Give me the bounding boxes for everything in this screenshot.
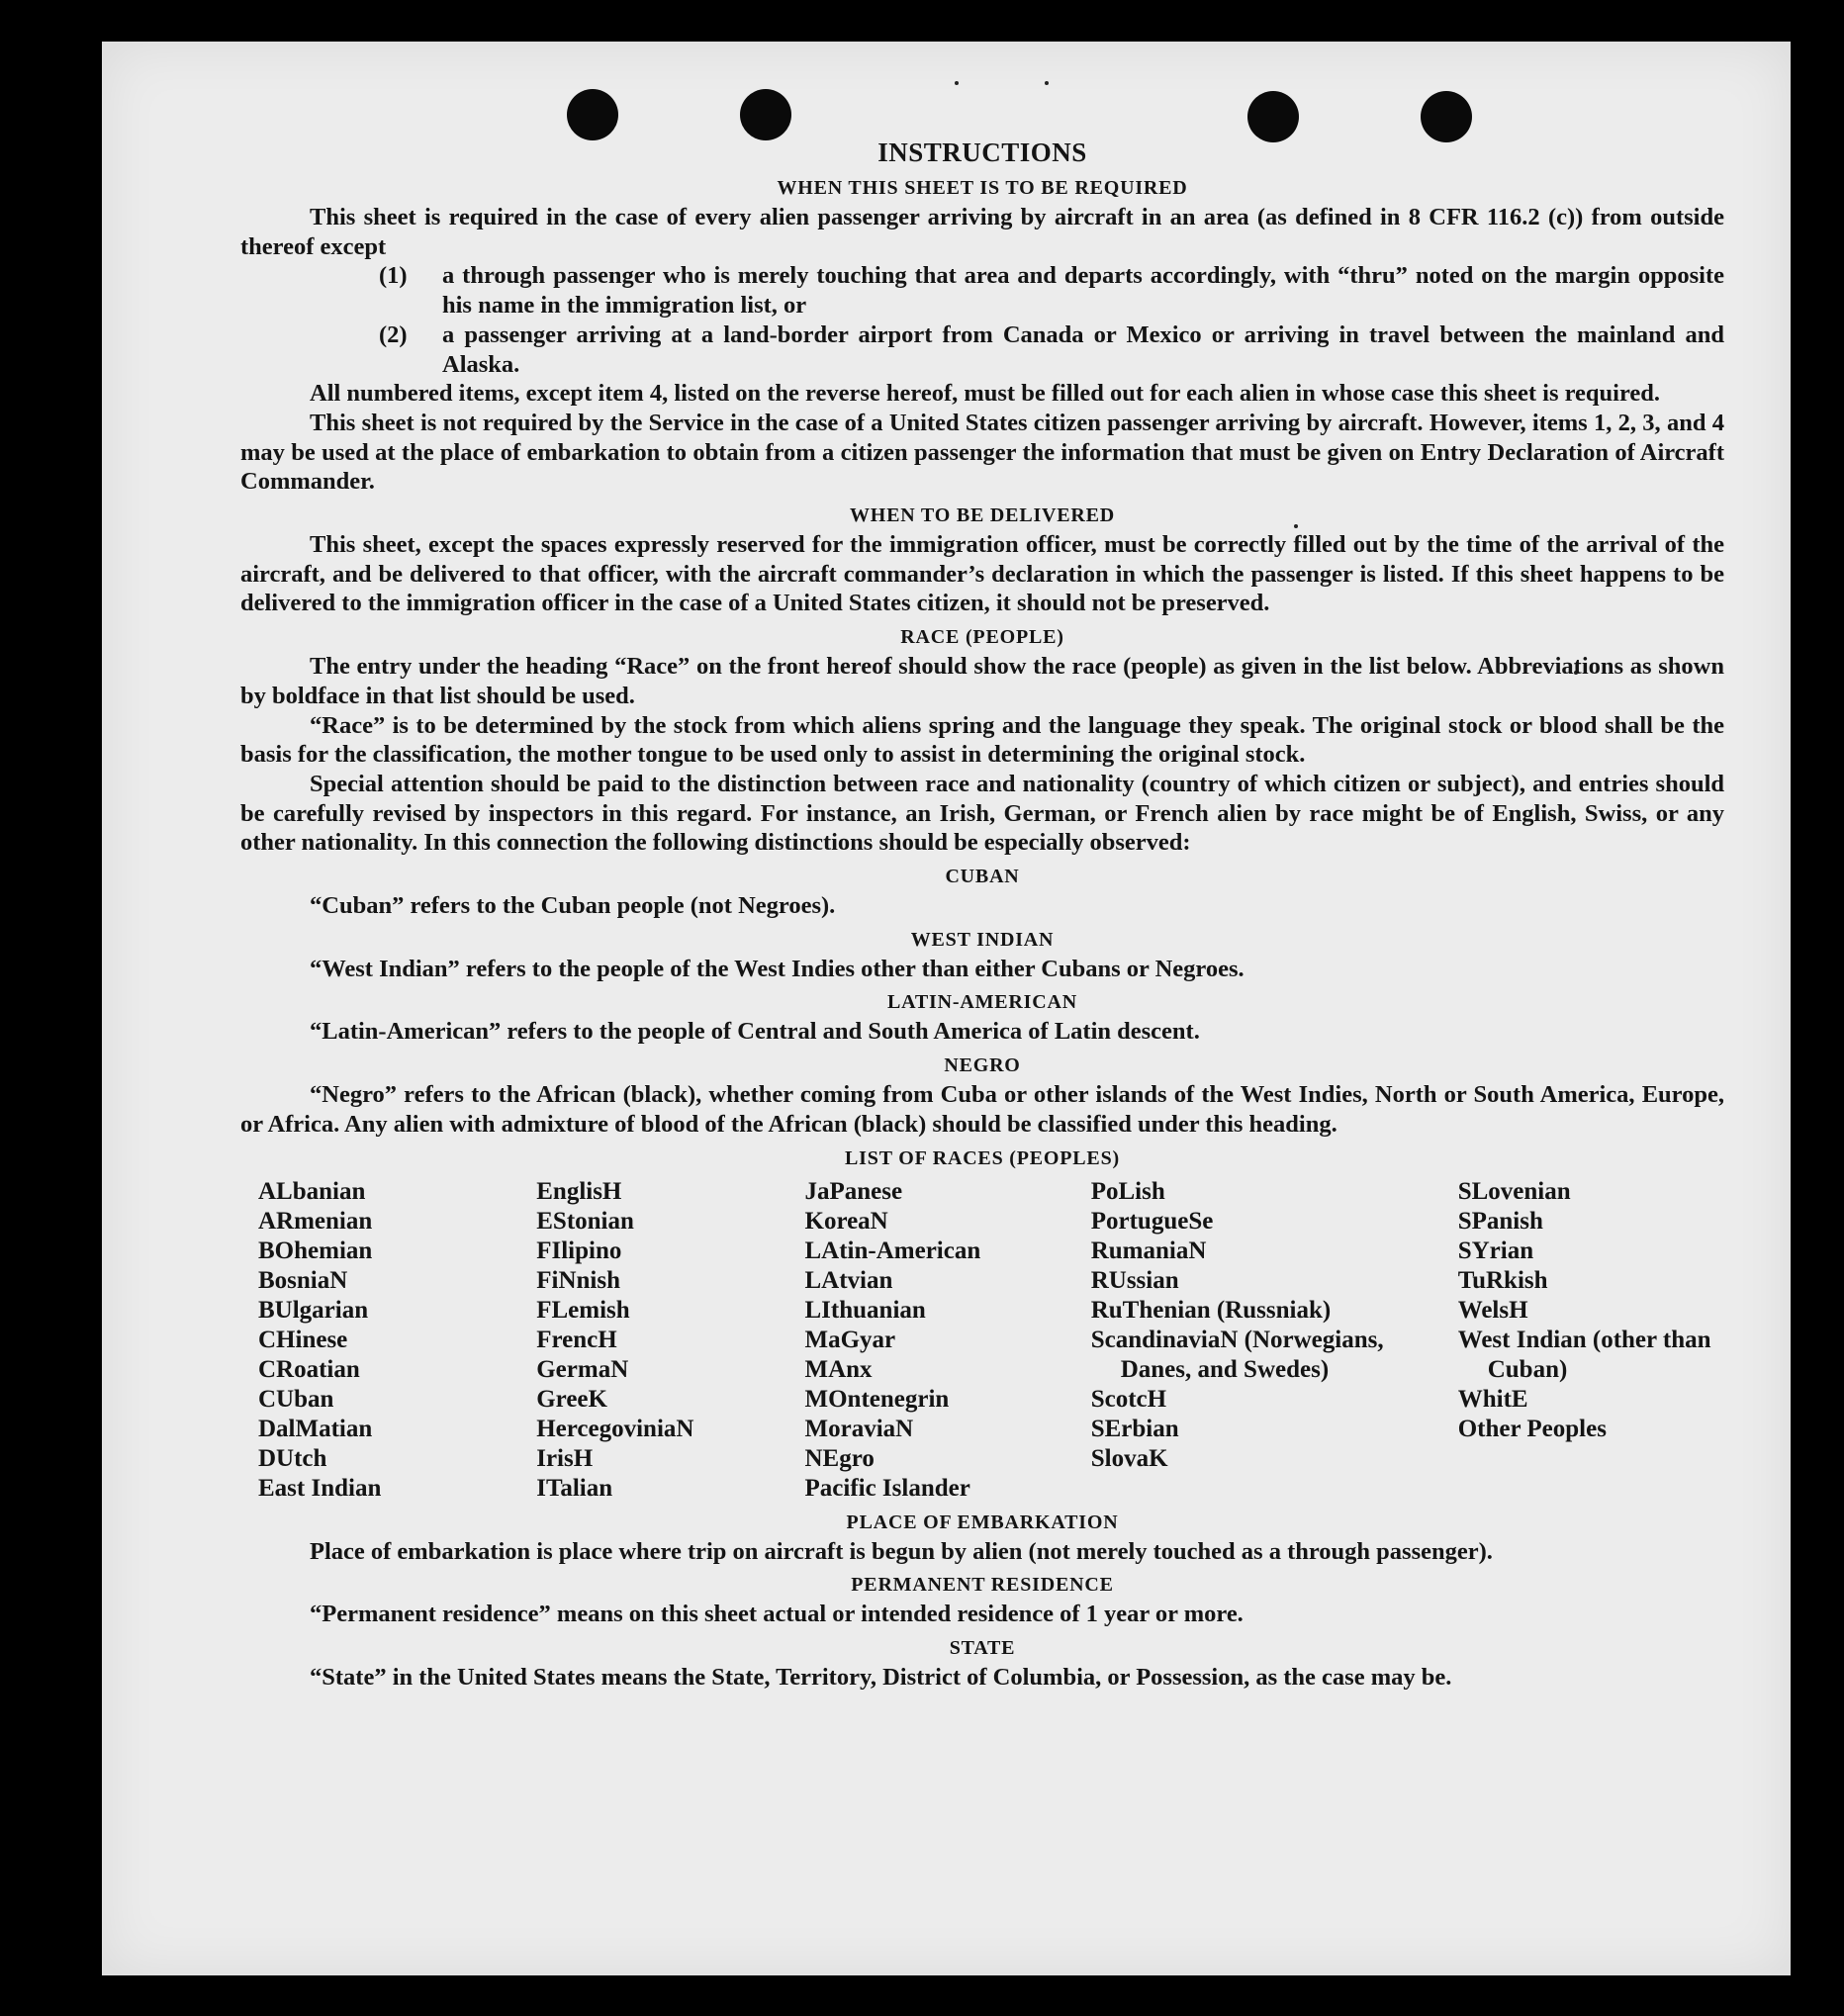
race-entry: MaGyar	[804, 1326, 896, 1353]
race-entry: JaPanese	[804, 1177, 903, 1205]
race-entry: EnglisH	[536, 1177, 622, 1205]
race-entry: SYrian	[1457, 1237, 1534, 1264]
paragraph-delivered: This sheet, except the spaces expressly reserved for the immigration officer, must be correctly filled out by the time of the arrival of the aircraft, and be delivered to that officer, with the aircraft commander’s declaration in which the passenger is listed. If this sheet happens to be delivered to the immigration officer in the case of a United States citizen, it should not be preserved.	[240, 531, 1724, 617]
race-entry: PoLish	[1090, 1177, 1165, 1205]
paragraph-race-entry: The entry under the heading “Race” on the front hereof should show the race (people) as given in the list below. Abbreviations as shown by boldface in that list should be used.	[240, 653, 1724, 709]
race-entry: LAtvian	[804, 1266, 893, 1294]
race-entry: EStonian	[536, 1207, 634, 1235]
races-column-5	[1458, 1177, 1724, 1504]
heading-state: STATE	[949, 1636, 1016, 1659]
race-entry: KoreaN	[804, 1207, 888, 1235]
race-entry: FIlipino	[536, 1237, 622, 1264]
punch-hole	[567, 89, 618, 140]
heading-cuban: CUBAN	[945, 866, 1020, 888]
races-column-4	[1091, 1177, 1458, 1504]
speck	[1045, 81, 1049, 85]
speck	[955, 81, 959, 85]
paragraph-embarkation: Place of embarkation is place where trip on aircraft is begun by alien (not merely touched as a through passenger).	[310, 1537, 1493, 1565]
paragraph-west-indian: “West Indian” refers to the people of the West Indies other than either Cubans or Negroes.	[310, 955, 1245, 982]
page-title: INSTRUCTIONS	[877, 137, 1087, 167]
race-entry: RumaniaN	[1090, 1237, 1207, 1264]
races-list	[258, 1177, 1724, 1504]
heading-race: RACE (PEOPLE)	[900, 626, 1064, 649]
heading-when-required: WHEN THIS SHEET IS TO BE REQUIRED	[777, 177, 1188, 199]
race-entry: GermaN	[536, 1355, 629, 1383]
race-entry: BosniaN	[258, 1266, 348, 1294]
paragraph-race-nationality: Special attention should be paid to the distinction between race and nationality (country of which citizen or subject), and entries should be carefully revised by inspectors in this regard. For instance, an Irish, German, or French alien by race might be of English, Swiss, or any other nationality. In this connection the following distinctions should be especially observed:	[240, 770, 1724, 857]
race-entry: ScotcH	[1090, 1385, 1167, 1413]
paragraph-numbered-items: All numbered items, except item 4, listed on the reverse hereof, must be filled out for each alien in whose case this sheet is required.	[310, 380, 1661, 408]
race-entry: SErbian	[1090, 1415, 1179, 1442]
race-entry: FiNnish	[536, 1266, 620, 1294]
paragraph-state: “State” in the United States means the State, Territory, District of Columbia, or Possession, as the case may be.	[310, 1663, 1452, 1691]
race-entry: CRoatian	[258, 1355, 360, 1383]
paragraph-required-intro: This sheet is required in the case of every alien passenger arriving by aircraft in an area (as defined in 8 CFR 116.2 (c)) from outside thereof except	[240, 204, 1724, 260]
exception-item	[240, 261, 1724, 320]
race-entry: ARmenian	[258, 1207, 373, 1235]
race-entry: Other Peoples	[1457, 1415, 1607, 1442]
heading-west-indian: WEST INDIAN	[910, 928, 1055, 951]
race-entry: ScandinaviaN (Norwegians, Danes, and Swedes)	[1090, 1326, 1384, 1383]
race-entry: HercegoviniaN	[536, 1415, 694, 1442]
exception-item	[240, 321, 1724, 379]
race-entry: SlovaK	[1090, 1444, 1168, 1472]
race-entry: TuRkish	[1457, 1266, 1548, 1294]
race-entry: FLemish	[536, 1296, 630, 1324]
paragraph-residence: “Permanent residence” means on this sheet actual or intended residence of 1 year or more.	[310, 1601, 1244, 1628]
item-number: (1)	[379, 262, 408, 290]
race-entry: MOntenegrin	[804, 1385, 950, 1413]
punch-hole	[740, 89, 791, 140]
instructions-content	[240, 136, 1724, 1693]
heading-place-of-embarkation: PLACE OF EMBARKATION	[846, 1511, 1119, 1533]
race-entry: LIthuanian	[804, 1296, 926, 1324]
race-entry: SPanish	[1457, 1207, 1543, 1235]
race-entry: MAnx	[804, 1355, 873, 1383]
race-entry: NEgro	[804, 1444, 875, 1472]
heading-list-of-races: LIST OF RACES (PEOPLES)	[845, 1146, 1120, 1169]
paragraph-race-definition: “Race” is to be determined by the stock from which aliens spring and the language they speak. The original stock or blood shall be the basis for the classification, the mother tongue to be used only to assist in determining the original stock.	[240, 711, 1724, 769]
paragraph-negro: “Negro” refers to the African (black), whether coming from Cuba or other islands of the West Indies, North or South America, Europe, or Africa. Any alien with admixture of blood of the African (black) should be classified under this heading.	[240, 1081, 1724, 1138]
race-entry: RUssian	[1090, 1266, 1179, 1294]
race-entry: BUlgarian	[258, 1296, 369, 1324]
race-entry: BOhemian	[258, 1237, 373, 1264]
paragraph-citizen: This sheet is not required by the Service in the case of a United States citizen passenger arriving by aircraft. However, items 1, 2, 3, and 4 may be used at the place of embarkation to obtain from a citizen passenger the information that must be given on Entry Declaration of Aircraft Commander.	[240, 409, 1724, 496]
heading-negro: NEGRO	[944, 1054, 1021, 1077]
race-entry: CHinese	[258, 1326, 348, 1353]
race-entry: DUtch	[258, 1444, 327, 1472]
race-entry: DalMatian	[258, 1415, 373, 1442]
race-entry: East Indian	[258, 1474, 382, 1502]
heading-permanent-residence: PERMANENT RESIDENCE	[851, 1574, 1114, 1597]
item-text: a passenger arriving at a land-border airport from Canada or Mexico or arriving in travel between the mainland and Alaska.	[442, 321, 1724, 378]
race-entry: IrisH	[536, 1444, 594, 1472]
race-entry: Pacific Islander	[804, 1474, 970, 1502]
heading-when-delivered: WHEN TO BE DELIVERED	[849, 504, 1116, 527]
race-entry: MoraviaN	[804, 1415, 914, 1442]
item-number: (2)	[379, 321, 408, 348]
race-entry: FrencH	[536, 1326, 617, 1353]
race-entry: ALbanian	[258, 1177, 366, 1205]
races-column-2	[536, 1177, 804, 1504]
race-entry: WhitE	[1457, 1385, 1528, 1413]
races-column-1	[258, 1177, 536, 1504]
item-text: a through passenger who is merely touching that area and departs accordingly, with “thru” noted on the margin opposite his name in the immigration list, or	[442, 262, 1724, 320]
paragraph-latin-american: “Latin-American” refers to the people of Central and South America of Latin descent.	[310, 1018, 1200, 1046]
race-entry: West Indian (other than Cuban)	[1457, 1326, 1711, 1383]
race-entry: LAtin-American	[804, 1237, 981, 1264]
race-entry: WelsH	[1457, 1296, 1528, 1324]
paragraph-cuban: “Cuban” refers to the Cuban people (not Negroes).	[310, 892, 836, 920]
race-entry: SLovenian	[1457, 1177, 1571, 1205]
race-entry: GreeK	[536, 1385, 607, 1413]
race-entry: RuThenian (Russniak)	[1090, 1296, 1332, 1324]
races-column-3	[805, 1177, 1091, 1504]
race-entry: ITalian	[536, 1474, 613, 1502]
heading-latin-american: LATIN-AMERICAN	[887, 991, 1077, 1014]
document-sheet	[102, 42, 1791, 1975]
race-entry: CUban	[258, 1385, 334, 1413]
race-entry: PortugueSe	[1090, 1207, 1214, 1235]
